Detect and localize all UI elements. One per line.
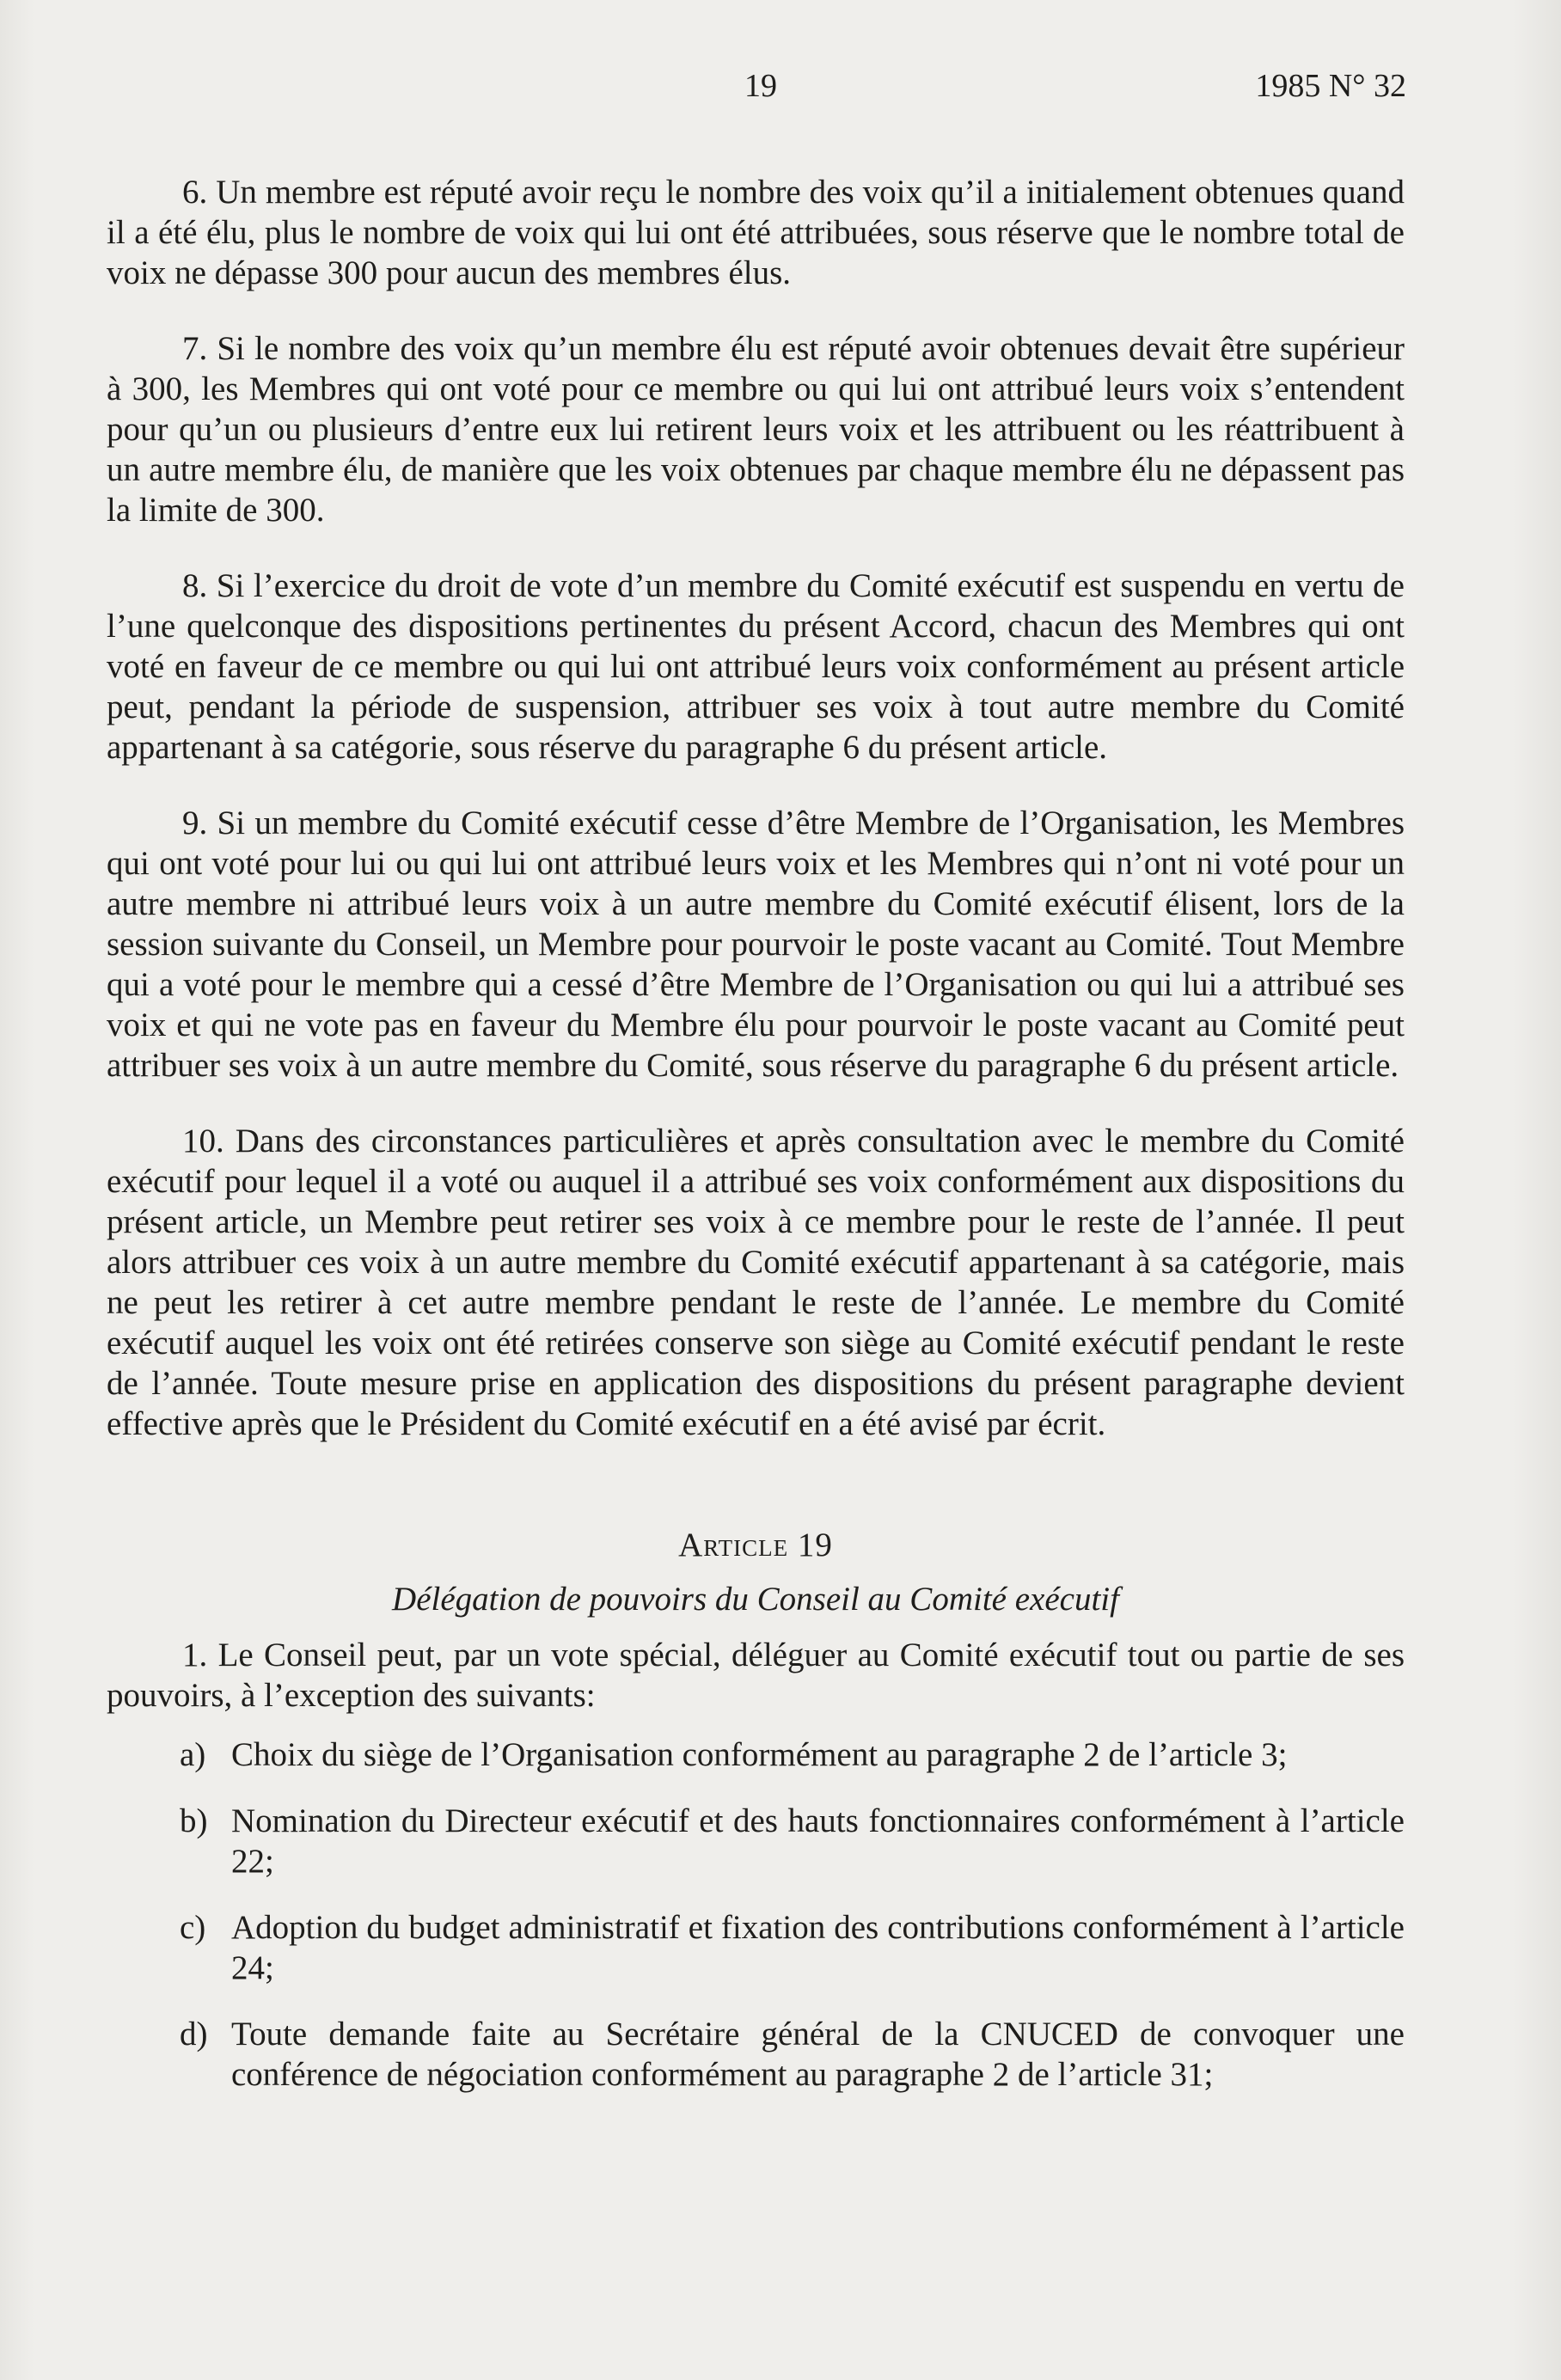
article-title: Article 19 [678, 1527, 833, 1563]
page-header [107, 67, 1406, 119]
list-item [107, 1907, 1405, 1988]
paragraph-10: 10. Dans des circonstances particulières et après consultation avec le membre du Comité exécutif pour lequel il a voté ou auquel il a attribué ses voix conformément aux dispositions du présent article, un Membre peut retirer ses voix à ce membre pour le reste de l’année. Il peut alors attribuer ces voix à un autre membre du Comité exécutif appartenant à sa catégorie, mais ne peut les retirer à cet autre membre pendant le reste de l’année. Le membre du Comité exécutif auquel les voix ont été retirées conserve son siège au Comité exécutif pendant le reste de l’année. Toute mesure prise en application des dispositions du présent paragraphe devient effective après que le Président du Comité exécutif en a été avisé par écrit. [107, 1123, 1405, 1442]
paragraph-6: 6. Un membre est réputé avoir reçu le nombre des voix qu’il a initialement obtenues quand il a été élu, plus le nombre de voix qui lui ont été attribuées, sous réserve que le nombre total de voix ne dépasse 300 pour aucun des membres élus. [107, 174, 1405, 291]
article-subtitle: Délégation de pouvoirs du Conseil au Comité exécutif [392, 1581, 1119, 1618]
list-item-mark: d) [180, 2016, 208, 2053]
list-item-text: Nomination du Directeur exécutif et des hauts fonctionnaires conformément à l’article 22; [231, 1802, 1405, 1880]
paragraph-7: 7. Si le nombre des voix qu’un membre élu est réputé avoir obtenues devait être supérieur à 300, les Membres qui ont voté pour ce membre ou qui lui ont attribué leurs voix s’entendent pour qu’un ou plusieurs d’entre eux lui retirent leurs voix et les attribuent ou les réattribuent à un autre membre élu, de manière que les voix obtenues par chaque membre élu ne dépassent pas la limite de 300. [107, 330, 1405, 529]
list-item-mark: b) [180, 1802, 208, 1839]
list-item-text: Adoption du budget administratif et fixation des contributions conformément à l’article 24; [231, 1909, 1405, 1986]
list-item [107, 1801, 1405, 1881]
document-body [107, 172, 1405, 2120]
article-intro: 1. Le Conseil peut, par un vote spécial, déléguer au Comité exécutif tout ou partie de ses pouvoirs, à l’exception des suivants: [107, 1637, 1405, 1714]
page-number: 19 [744, 68, 777, 104]
list-item-text: Toute demande faite au Secrétaire général de la CNUCED de convoquer une conférence de négociation conformément au paragraphe 2 de l’article 31; [231, 2016, 1405, 2093]
list-item [107, 2014, 1405, 2095]
article-item-list [107, 1735, 1405, 2095]
paragraph-9: 9. Si un membre du Comité exécutif cesse d’être Membre de l’Organisation, les Membres qui ont voté pour lui ou qui lui ont attribué leurs voix et les Membres qui n’ont ni voté pour un autre membre ni attribué leurs voix à un autre membre du Comité exécutif élisent, lors de la session suivante du Conseil, un Membre pour pourvoir le poste vacant au Comité. Tout Membre qui a voté pour le membre qui a cessé d’être Membre de l’Organisation ou qui lui a attribué ses voix et qui ne vote pas en faveur du Membre élu pour pourvoir le poste vacant au Comité peut attribuer ses voix à un autre membre du Comité, sous réserve du paragraphe 6 du présent article. [107, 805, 1405, 1084]
document-reference: 1985 N° 32 [1255, 68, 1406, 104]
list-item-text: Choix du siège de l’Organisation conformément au paragraphe 2 de l’article 3; [231, 1736, 1288, 1773]
list-item-mark: a) [180, 1736, 206, 1773]
list-item-mark: c) [180, 1909, 206, 1946]
list-item [107, 1735, 1405, 1775]
paragraph-8: 8. Si l’exercice du droit de vote d’un membre du Comité exécutif est suspendu en vertu de l’une quelconque des dispositions pertinentes du présent Accord, chacun des Membres qui ont voté en faveur de ce membre ou qui lui ont attribué leurs voix conformément au présent article peut, pendant la période de suspension, attribuer ses voix à tout autre membre du Comité appartenant à sa catégorie, sous réserve du paragraphe 6 du présent article. [107, 567, 1405, 766]
